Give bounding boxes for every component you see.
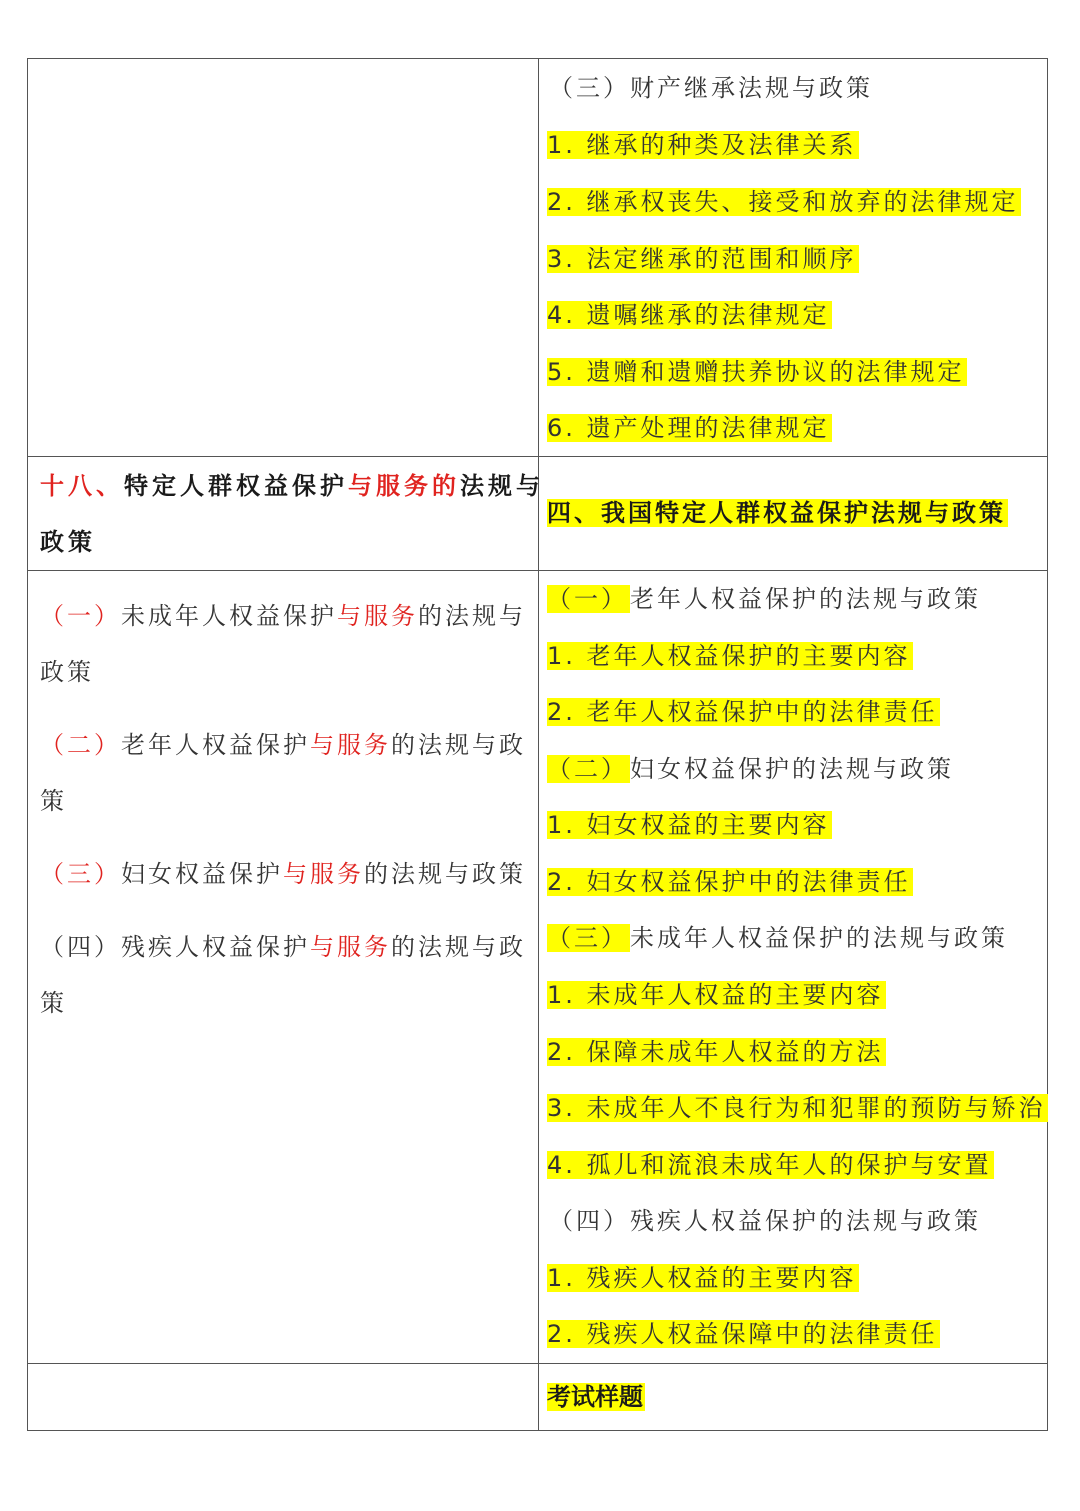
left-section-4: （四）残疾人权益保护与服务的法规与政 bbox=[40, 933, 526, 961]
left-section-1: （一）未成年人权益保护与服务的法规与 bbox=[40, 602, 526, 630]
list-item: 1. 未成年人权益的主要内容 bbox=[547, 981, 884, 1009]
right-group-4-heading: （四）残疾人权益保护的法规与政策 bbox=[549, 1207, 981, 1235]
column-divider bbox=[538, 59, 539, 1430]
row-divider-2 bbox=[28, 570, 1047, 571]
right-group-2-heading: （二）妇女权益保护的法规与政策 bbox=[547, 755, 954, 783]
list-item: 2. 妇女权益保护中的法律责任 bbox=[547, 868, 911, 896]
chapter-title-left: 十八、特定人群权益保护与服务的法规与 bbox=[40, 472, 544, 500]
list-item: 2. 继承权丧失、接受和放弃的法律规定 bbox=[547, 188, 1019, 216]
left-section-2: （二）老年人权益保护与服务的法规与政 bbox=[40, 731, 526, 759]
exam-sample-heading: 考试样题 bbox=[547, 1383, 643, 1411]
list-item: 1. 老年人权益保护的主要内容 bbox=[547, 642, 911, 670]
left-section-3: （三）妇女权益保护与服务的法规与政策 bbox=[40, 860, 526, 888]
list-item: 3. 法定继承的范围和顺序 bbox=[547, 245, 857, 273]
left-section-1-cont: 政策 bbox=[40, 658, 94, 686]
list-item: 1. 残疾人权益的主要内容 bbox=[547, 1264, 857, 1292]
list-item: 5. 遗赠和遗赠扶养协议的法律规定 bbox=[547, 358, 965, 386]
row-divider-3 bbox=[28, 1363, 1047, 1364]
chapter-title-right: 四、我国特定人群权益保护法规与政策 bbox=[547, 499, 1006, 527]
chapter-title-left-cont: 政策 bbox=[40, 528, 96, 556]
list-item: 2. 保障未成年人权益的方法 bbox=[547, 1038, 884, 1066]
list-item: 1. 妇女权益的主要内容 bbox=[547, 811, 830, 839]
right-group-3-heading: （三）未成年人权益保护的法规与政策 bbox=[547, 924, 1008, 952]
list-item: 6. 遗产处理的法律规定 bbox=[547, 414, 830, 442]
list-item: 4. 孤儿和流浪未成年人的保护与安置 bbox=[547, 1151, 992, 1179]
left-section-4-cont: 策 bbox=[40, 989, 67, 1017]
section-heading: （三）财产继承法规与政策 bbox=[549, 74, 873, 102]
right-group-1-heading: （一）老年人权益保护的法规与政策 bbox=[547, 585, 981, 613]
left-section-2-cont: 策 bbox=[40, 787, 67, 815]
list-item: 4. 遗嘱继承的法律规定 bbox=[547, 301, 830, 329]
list-item: 2. 老年人权益保护中的法律责任 bbox=[547, 698, 938, 726]
list-item: 1. 继承的种类及法律关系 bbox=[547, 131, 857, 159]
list-item: 2. 残疾人权益保障中的法律责任 bbox=[547, 1320, 938, 1348]
list-item: 3. 未成年人不良行为和犯罪的预防与矫治 bbox=[547, 1094, 1046, 1122]
row-divider-1 bbox=[28, 456, 1047, 457]
